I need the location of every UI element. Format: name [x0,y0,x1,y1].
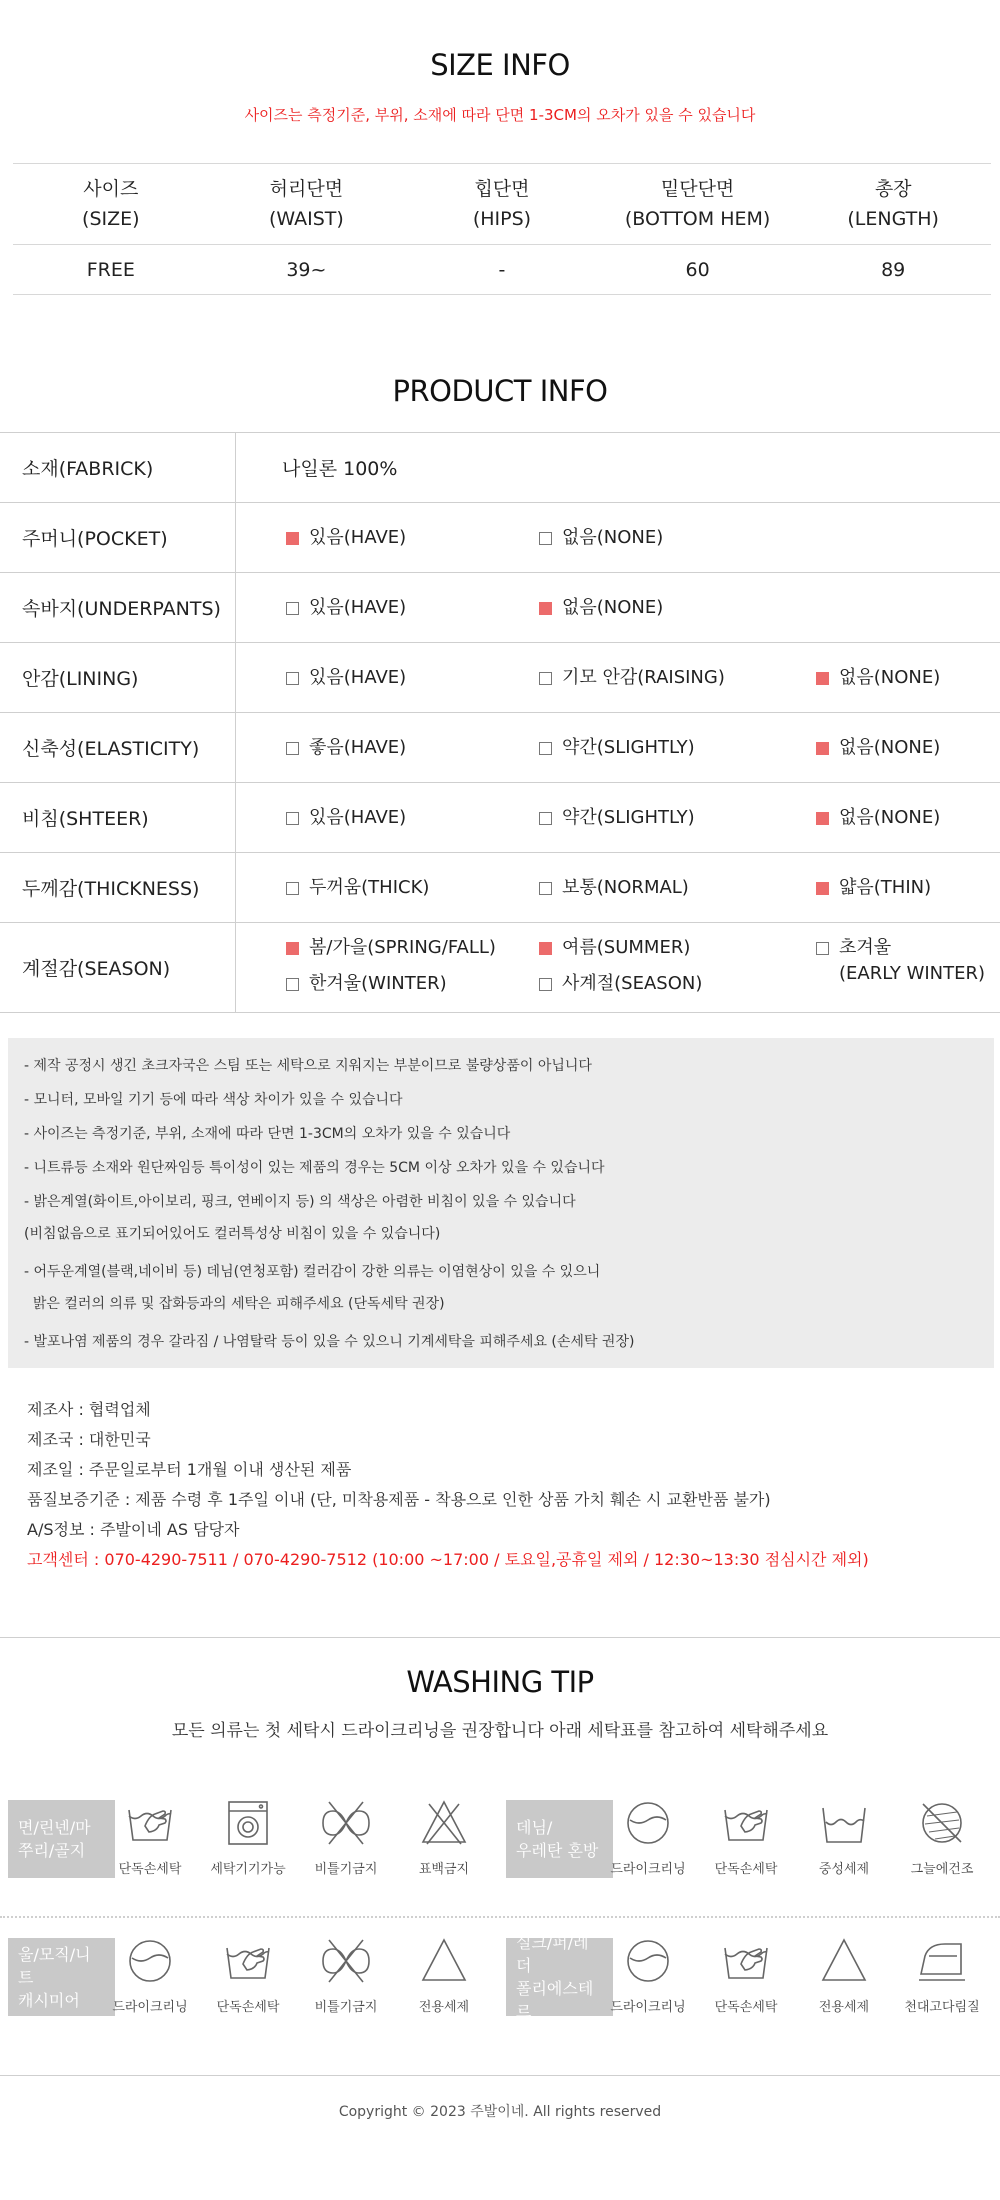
product-option-label: 약간(SLIGHTLY) [562,806,695,828]
size-header-length: 총장 (LENGTH) [847,178,939,230]
neutral-detergent-icon [817,1796,871,1850]
wash-symbol [198,1934,298,2015]
copyright: Copyright © 2023 주발이네. All rights reserved [338,2104,662,2120]
product-option [286,525,406,551]
wash-symbol [296,1934,396,2015]
footer-divider [0,2075,1000,2076]
season-label: 계절감(SEASON) [0,923,236,1012]
size-info-title: SIZE INFO [430,48,570,82]
product-option-label: 보통(NORMAL) [562,876,689,898]
dry-clean-icon [123,1934,177,1988]
checkbox-empty-icon [286,672,299,685]
checkbox-checked-icon [539,602,552,615]
special-detergent-icon [417,1934,471,1988]
notice-line: - 제작 공정시 생긴 초크자국은 스팀 또는 세탁으로 지워지는 부분이므로 불량상품이 아닙니다 [24,1058,592,1074]
product-option-label: 약간(SLIGHTLY) [562,736,695,758]
fabric-label: 소재(FABRICK) [0,433,236,502]
season-option [816,935,985,987]
product-option-label: 얇음(THIN) [839,876,932,898]
checkbox-empty-icon [286,978,299,991]
product-info-row [0,853,1000,923]
washing-tip-subtitle: 모든 의류는 첫 세탁시 드라이크리닝을 권장합니다 아래 세탁표를 참고하여 세탁해주세요 [171,1721,829,1741]
wash-category-label: 울/모직/니트 캐시미어 [8,1938,115,2016]
customer-center-line: 고객센터 : 070-4290-7511 / 070-4290-7512 (10:00 ~17:00 / 토요일,공휴일 제외 / 12:30~13:30 점심시간 제외) [27,1550,869,1569]
manufacture-date-line: 제조일 : 주문일로부터 1개월 이내 생산된 제품 [27,1460,352,1479]
checkbox-checked-icon [286,532,299,545]
bottom-hem-value: 60 [685,258,710,281]
size-table [13,163,991,295]
product-info-title: PRODUCT INFO [392,374,608,408]
product-info-table [0,432,1000,1013]
hand-wash-icon [123,1796,177,1850]
length-value: 89 [881,258,906,281]
product-option-label: 기모 안감(RAISING) [562,666,725,688]
notice-line: - 니트류등 소재와 원단짜임등 특이성이 있는 제품의 경우는 5CM 이상 오차가 있을 수 있습니다 [24,1160,605,1176]
checkbox-empty-icon [286,602,299,615]
no-wring-icon [319,1796,373,1850]
checkbox-empty-icon [539,882,552,895]
product-option-label: 없음(NONE) [839,806,941,828]
season-option-text [562,935,690,961]
size-info-subtitle: 사이즈는 측정기준, 부위, 소재에 따라 단면 1-3CM의 오차가 있을 수 있습니다 [244,106,756,124]
waist-value: 39~ [286,258,327,281]
product-option-label: 있음(HAVE) [309,806,407,828]
product-info-row-label: 두께감(THICKNESS) [0,853,236,922]
country-line: 제조국 : 대한민국 [27,1430,151,1449]
season-options [236,923,1000,1012]
wash-symbol-label: 비틀기금지 [314,2000,378,2015]
season-option-label: 사계절(SEASON) [562,973,703,994]
season-option [539,971,702,997]
wash-symbol-label: 드라이크리닝 [610,2000,686,2015]
product-option [539,665,725,691]
wash-symbol-label: 드라이크리닝 [610,1862,686,1877]
season-option [539,935,690,961]
wash-symbol-label: 전용세제 [418,2000,470,2015]
product-option [816,875,931,901]
product-option [539,735,695,761]
wash-symbol-label: 그늘에건조 [910,1862,974,1877]
fabric-value: 나일론 100% [282,458,398,480]
product-option [539,525,663,551]
notice-line: - 밝은계열(화이트,아이보리, 핑크, 연베이지 등) 의 색상은 아렴한 비침이 있을 수 있습니다 [24,1194,576,1210]
special-detergent-icon [817,1934,871,1988]
wash-symbol-label: 전용세제 [818,2000,870,2015]
notice-line: - 어두운계열(블랙,네이비 등) 데님(연청포함) 컬러감이 강한 의류는 이염현상이 있을 수 있으니 [24,1264,601,1280]
manufacturer-line: 제조사 : 협력업체 [27,1400,151,1419]
wash-symbol-label: 단독손세탁 [118,1862,182,1877]
season-option-text [309,971,447,997]
fabric-row [0,433,1000,503]
product-option [286,735,406,761]
washing-tip-title: WASHING TIP [406,1665,594,1699]
shade-dry-icon [915,1796,969,1850]
size-header-waist: 허리단면 (WAIST) [268,178,344,230]
dry-clean-icon [621,1934,675,1988]
size-header-size: 사이즈 (SIZE) [82,178,140,230]
no-bleach-icon [417,1796,471,1850]
dotted-divider [0,1916,1000,1918]
season-option-text [839,935,985,987]
hand-wash-icon [719,1934,773,1988]
product-option [286,805,406,831]
notice-line: (비침없음으로 표기되어있어도 컬러특성상 비침이 있을 수 있습니다) [24,1226,441,1242]
wash-symbol [696,1796,796,1877]
notice-line: - 발포나염 제품의 경우 갈라짐 / 나염탈락 등이 있을 수 있으니 기계세탁을 피해주세요 (손세탁 권장) [24,1334,635,1350]
product-option [816,805,940,831]
size-header-bottom-hem: 밑단단면 (BOTTOM HEM) [624,178,771,230]
product-option-label: 있음(HAVE) [309,526,407,548]
checkbox-empty-icon [539,812,552,825]
product-info-row-label: 안감(LINING) [0,643,236,712]
notice-line: 밝은 컬러의 의류 및 잡화등과의 세탁은 피해주세요 (단독세탁 권장) [24,1296,445,1312]
wash-symbol-label: 단독손세탁 [714,2000,778,2015]
product-info-row-label: 비침(SHTEER) [0,783,236,852]
checkbox-empty-icon [539,742,552,755]
checkbox-checked-icon [539,942,552,955]
product-option [286,875,429,901]
checkbox-checked-icon [816,672,829,685]
hand-wash-icon [221,1934,275,1988]
wash-symbol-label: 비틀기금지 [314,1862,378,1877]
notice-line: - 모니터, 모바일 기기 등에 따라 색상 차이가 있을 수 있습니다 [24,1092,403,1108]
hips-value: - [498,258,506,281]
season-option [286,971,447,997]
size-value: FREE [86,258,135,281]
checkbox-empty-icon [286,742,299,755]
product-option [286,595,406,621]
wash-symbol-label: 중성세제 [818,1862,870,1877]
wash-symbol [198,1796,298,1877]
product-option-label: 없음(NONE) [562,596,664,618]
season-option-label: 봄/가을(SPRING/FALL) [309,937,496,958]
wash-symbol [794,1934,894,2015]
wash-symbol [794,1796,894,1877]
product-info-row [0,643,1000,713]
product-info-row-label: 신축성(ELASTICITY) [0,713,236,782]
wash-symbol [100,1796,200,1877]
wash-category-label: 면/린넨/마 쭈리/골지 [8,1800,115,1878]
season-option [286,935,496,961]
wash-category-label: 데님/ 우레탄 혼방 [506,1800,613,1878]
wash-symbol-label: 드라이크리닝 [112,2000,188,2015]
product-option [286,665,406,691]
product-option-label: 없음(NONE) [562,526,664,548]
wash-symbol [598,1796,698,1877]
checkbox-empty-icon [539,978,552,991]
washing-machine-icon [221,1796,275,1850]
wash-symbol [296,1796,396,1877]
product-option-label: 있음(HAVE) [309,666,407,688]
product-option [816,665,940,691]
wash-symbol [394,1934,494,2015]
hand-wash-icon [719,1796,773,1850]
checkbox-empty-icon [286,812,299,825]
size-header-hips: 힙단면 (HIPS) [472,178,532,230]
checkbox-checked-icon [286,942,299,955]
dry-clean-icon [621,1796,675,1850]
checkbox-checked-icon [816,742,829,755]
wash-symbol-label: 표백금지 [418,1862,470,1877]
wash-symbol-label: 세탁기기가능 [210,1862,286,1877]
product-option [816,735,940,761]
season-option-text [562,971,702,997]
product-info-row [0,573,1000,643]
product-option [539,805,695,831]
as-info-line: A/S정보 : 주발이네 AS 담당자 [27,1520,240,1539]
wash-symbol [892,1796,992,1877]
wash-category-label: 실크/퍼/레더 폴리에스테르 [506,1938,613,2016]
wash-symbol [598,1934,698,2015]
product-option-label: 없음(NONE) [839,666,941,688]
size-table-header [13,163,991,245]
season-option-label: 초겨울 [839,937,892,958]
quality-guarantee-line: 품질보증기준 : 제품 수령 후 1주일 이내 (단, 미착용제품 - 착용으로 인한 상품 가치 훼손 시 교환반품 불가) [27,1490,771,1509]
product-option-label: 없음(NONE) [839,736,941,758]
product-info-row [0,783,1000,853]
no-wring-icon [319,1934,373,1988]
checkbox-empty-icon [539,532,552,545]
product-info-row-label: 속바지(UNDERPANTS) [0,573,236,642]
wash-symbol-label: 단독손세탁 [216,2000,280,2015]
manufacturer-info [27,1395,987,1575]
season-option-label: 여름(SUMMER) [562,937,691,958]
notice-box [8,1038,994,1368]
checkbox-checked-icon [816,882,829,895]
checkbox-checked-icon [816,812,829,825]
product-info-row [0,713,1000,783]
size-table-row [13,245,991,295]
product-info-row [0,503,1000,573]
wash-symbol [892,1934,992,2015]
wash-symbol-label: 천대고다림질 [904,2000,980,2015]
checkbox-empty-icon [816,942,829,955]
wash-symbol [696,1934,796,2015]
checkbox-empty-icon [286,882,299,895]
product-option-label: 있음(HAVE) [309,596,407,618]
season-row [0,923,1000,1013]
notice-line: - 사이즈는 측정기준, 부위, 소재에 따라 단면 1-3CM의 오차가 있을 수 있습니다 [24,1126,511,1142]
iron-cloth-icon [915,1934,969,1988]
season-option-label-2: (EARLY WINTER) [839,963,986,984]
divider [0,1637,1000,1638]
wash-symbol [100,1934,200,2015]
product-option [539,875,689,901]
product-option-label: 좋음(HAVE) [309,736,407,758]
season-option-text [309,935,496,961]
product-option [539,595,663,621]
wash-symbol [394,1796,494,1877]
wash-symbol-label: 단독손세탁 [714,1862,778,1877]
product-option-label: 두꺼움(THICK) [309,876,430,898]
checkbox-empty-icon [539,672,552,685]
season-option-label: 한겨울(WINTER) [309,973,447,994]
product-info-row-label: 주머니(POCKET) [0,503,236,572]
